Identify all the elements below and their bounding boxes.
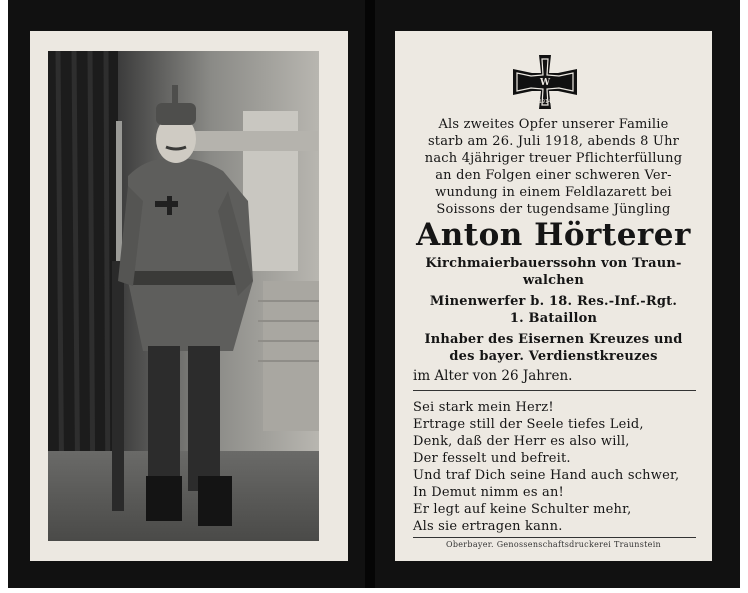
photo-panel	[30, 31, 348, 561]
detail-line: Inhaber des Eisernen Kreuzes und	[424, 332, 683, 347]
intro-line: nach 4jähriger treuer Pflichterfüllung	[424, 151, 683, 166]
poem-line: Als sie ertragen kann.	[413, 519, 563, 534]
poem-line: Er legt auf keine Schulter mehr,	[413, 502, 632, 517]
memorial-card	[8, 0, 740, 588]
intro-line: starb am 26. Juli 1918, abends 8 Uhr	[427, 134, 680, 149]
poem-line: Und traf Dich seine Hand auch schwer,	[413, 468, 680, 483]
deceased-name: Anton Hörterer	[416, 217, 691, 253]
details-text	[395, 255, 712, 365]
age-line: im Alter von 26 Jahren.	[413, 368, 573, 384]
text-panel	[395, 31, 712, 561]
poem-line: Sei stark mein Herz!	[413, 400, 554, 415]
poem-line: In Demut nimm es an!	[413, 485, 564, 500]
detail-line: Minenwerfer b. 18. Res.-Inf.-Rgt.	[429, 294, 678, 309]
detail-line: des bayer. Verdienstkreuzes	[449, 349, 658, 364]
soldier-photo-illustration	[48, 51, 319, 541]
divider-bottom	[413, 537, 696, 538]
intro-line: an den Folgen einer schweren Ver-	[435, 168, 672, 183]
poem-line: Ertrage still der Seele tiefes Leid,	[413, 417, 644, 432]
card-fold	[365, 0, 375, 588]
poem	[413, 399, 703, 535]
intro-line: Als zweites Opfer unserer Familie	[438, 117, 669, 132]
svg-text:W: W	[539, 78, 551, 88]
intro-line: Soissons der tugendsame Jüngling	[436, 202, 671, 217]
intro-text	[395, 116, 712, 218]
detail-line: 1. Bataillon	[509, 311, 598, 326]
intro-line: wundung in einem Feldlazarett bei	[435, 185, 672, 200]
svg-text:1914: 1914	[538, 99, 552, 105]
detail-line: Kirchmaierbauerssohn von Traun-	[425, 256, 682, 271]
iron-cross-icon	[513, 55, 577, 109]
poem-line: Denk, daß der Herr es also will,	[413, 434, 630, 449]
divider-top	[413, 390, 696, 391]
poem-line: Der fesselt und befreit.	[413, 451, 571, 466]
detail-line: walchen	[522, 273, 585, 288]
printer-footer: Oberbayer. Genossenschaftsdruckerei Traunstein	[445, 540, 661, 549]
soldier-photograph	[48, 51, 319, 541]
